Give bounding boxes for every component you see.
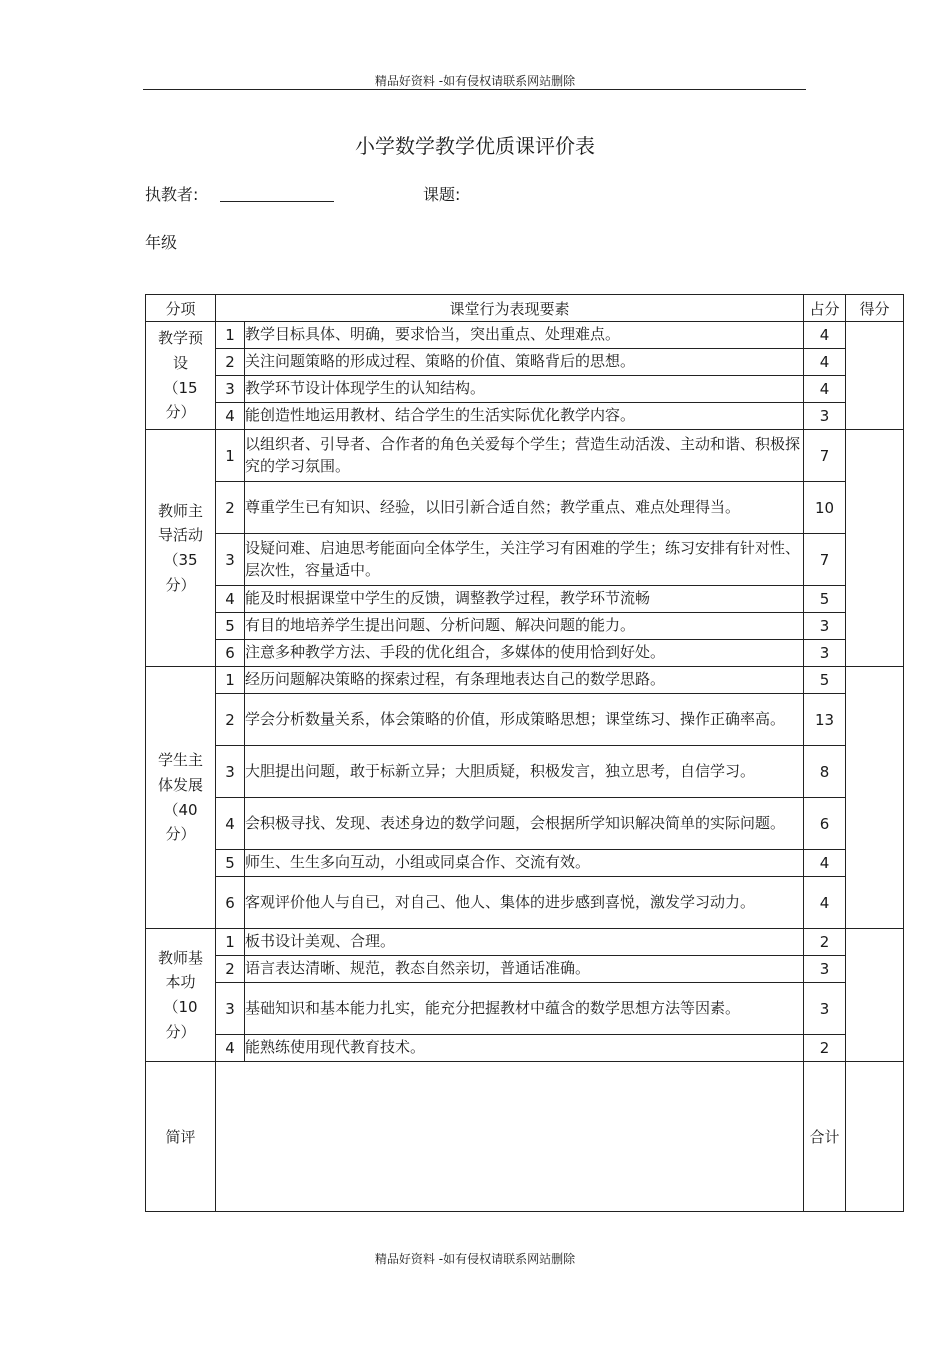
item-criteria: 有目的地培养学生提出问题、分析问题、解决问题的能力。 (245, 613, 804, 640)
table-row (146, 929, 904, 956)
item-number: 1 (216, 667, 245, 694)
item-number: 3 (216, 746, 245, 798)
item-number: 6 (216, 877, 245, 929)
item-criteria: 以组织者、引导者、合作者的角色关爱每个学生；营造生动活泼、主动和谐、积极探究的学习氛围。 (245, 430, 804, 482)
category-line: 导活动 (157, 526, 203, 545)
topic-label: 课题: (423, 185, 461, 204)
item-criteria: 关注问题策略的形成过程、策略的价值、策略背后的思想。 (245, 349, 804, 376)
item-number: 3 (216, 534, 245, 586)
table-row (146, 613, 904, 640)
category-cell (146, 667, 216, 929)
category-cell (146, 430, 216, 667)
item-number: 6 (216, 640, 245, 667)
header-score: 得分 (846, 295, 904, 322)
category-line: （35 (163, 551, 198, 569)
table-row (146, 534, 904, 586)
item-number: 2 (216, 956, 245, 983)
score-entry-cell[interactable] (846, 667, 904, 929)
item-points: 6 (804, 798, 846, 850)
comment-row (146, 1062, 904, 1212)
table-row (146, 349, 904, 376)
table-row (146, 376, 904, 403)
item-criteria: 学会分析数量关系，体会策略的价值，形成策略思想；课堂练习、操作正确率高。 (245, 694, 804, 746)
item-points: 7 (804, 430, 846, 482)
item-points: 4 (804, 877, 846, 929)
item-criteria: 客观评价他人与自已，对自己、他人、集体的进步感到喜悦，激发学习动力。 (245, 877, 804, 929)
item-criteria: 能熟练使用现代教育技术。 (245, 1035, 804, 1062)
item-number: 2 (216, 349, 245, 376)
table-row (146, 746, 904, 798)
footer-note: 精品好资料 -如有侵权请联系网站删除 (374, 1252, 576, 1266)
item-points: 5 (804, 586, 846, 613)
item-criteria: 教学目标具体、明确，要求恰当，突出重点、处理难点。 (245, 322, 804, 349)
total-entry-cell[interactable] (846, 1062, 904, 1212)
item-number: 4 (216, 1035, 245, 1062)
header-note: 精品好资料 -如有侵权请联系网站删除 (374, 74, 576, 88)
score-entry-cell[interactable] (846, 430, 904, 667)
item-criteria: 经历问题解决策略的探索过程，有条理地表达自己的数学思路。 (245, 667, 804, 694)
evaluation-table (145, 294, 904, 1212)
item-points: 10 (804, 482, 846, 534)
item-criteria: 师生、生生多向互动，小组或同桌合作、交流有效。 (245, 850, 804, 877)
item-criteria: 板书设计美观、合理。 (245, 929, 804, 956)
item-criteria: 语言表达清晰、规范，教态自然亲切，普通话准确。 (245, 956, 804, 983)
table-row (146, 694, 904, 746)
table-row (146, 667, 904, 694)
item-criteria: 尊重学生已有知识、经验，以旧引新合适自然；教学重点、难点处理得当。 (245, 482, 804, 534)
item-number: 5 (216, 850, 245, 877)
category-line: 学生主 (157, 751, 203, 769)
table-row (146, 430, 904, 482)
teacher-blank-line (220, 201, 334, 202)
category-line: 分） (165, 403, 196, 422)
table-row (146, 798, 904, 850)
table-row (146, 1035, 904, 1062)
item-number: 4 (216, 798, 245, 850)
table-row (146, 956, 904, 983)
item-points: 2 (804, 929, 846, 956)
table-row (146, 482, 904, 534)
item-points: 3 (804, 983, 846, 1035)
item-number: 4 (216, 403, 245, 430)
item-number: 1 (216, 929, 245, 956)
category-line: 设 (172, 353, 188, 372)
page-title: 小学数学教学优质课评价表 (355, 134, 595, 158)
category-line: 分） (165, 1022, 196, 1041)
item-number: 1 (216, 430, 245, 482)
item-criteria: 会积极寻找、发现、表述身边的数学问题，会根据所学知识解决简单的实际问题。 (245, 798, 804, 850)
item-number: 3 (216, 376, 245, 403)
item-points: 4 (804, 349, 846, 376)
item-points: 4 (804, 322, 846, 349)
item-criteria: 教学环节设计体现学生的认知结构。 (245, 376, 804, 403)
category-line: （15 (163, 378, 198, 397)
score-entry-cell[interactable] (846, 929, 904, 1062)
teacher-label: 执教者: (145, 185, 199, 204)
item-points: 2 (804, 1035, 846, 1062)
table-row (146, 322, 904, 349)
item-points: 7 (804, 534, 846, 586)
item-criteria: 基础知识和基本能力扎实，能充分把握教材中蕴含的数学思想方法等因素。 (245, 983, 804, 1035)
item-criteria: 注意多种教学方法、手段的优化组合，多媒体的使用恰到好处。 (245, 640, 804, 667)
item-number: 4 (216, 586, 245, 613)
table-header-row (146, 295, 904, 322)
category-line: 体发展 (157, 775, 203, 794)
item-points: 8 (804, 746, 846, 798)
table-row (146, 850, 904, 877)
item-criteria: 大胆提出问题，敢于标新立异；大胆质疑，积极发言，独立思考，自信学习。 (245, 746, 804, 798)
item-points: 3 (804, 613, 846, 640)
category-line: 教师基 (157, 948, 203, 967)
table-row (146, 983, 904, 1035)
category-line: 本功 (165, 973, 196, 992)
item-points: 3 (804, 956, 846, 983)
header-category: 分项 (146, 295, 216, 322)
item-criteria: 设疑问难、启迪思考能面向全体学生，关注学习有困难的学生；练习安排有针对性、层次性，容量适中。 (245, 534, 804, 586)
category-line: （40 (163, 800, 198, 819)
grade-label: 年级 (145, 233, 178, 252)
header-points: 占分 (804, 295, 846, 322)
item-criteria: 能创造性地运用教材、结合学生的生活实际优化教学内容。 (245, 403, 804, 430)
item-points: 3 (804, 640, 846, 667)
item-points: 5 (804, 667, 846, 694)
item-criteria: 能及时根据课堂中学生的反馈，调整教学过程，教学环节流畅 (245, 586, 804, 613)
category-line: 教师主 (157, 501, 203, 520)
item-points: 3 (804, 403, 846, 430)
item-number: 3 (216, 983, 245, 1035)
category-cell (146, 322, 216, 430)
item-number: 2 (216, 482, 245, 534)
comment-entry-cell[interactable] (216, 1062, 804, 1212)
category-line: 教学预 (157, 329, 203, 347)
item-number: 1 (216, 322, 245, 349)
total-label: 合计 (804, 1062, 846, 1212)
table-row (146, 640, 904, 667)
comment-label: 简评 (146, 1062, 216, 1212)
category-line: （10 (163, 998, 198, 1016)
category-cell (146, 929, 216, 1062)
category-line: 分） (165, 825, 196, 844)
table-row (146, 586, 904, 613)
table-row (146, 877, 904, 929)
item-points: 4 (804, 850, 846, 877)
item-points: 13 (804, 694, 846, 746)
header-criteria: 课堂行为表现要素 (216, 295, 804, 322)
item-points: 4 (804, 376, 846, 403)
category-line: 分） (165, 575, 196, 594)
score-entry-cell[interactable] (846, 322, 904, 430)
table-row (146, 403, 904, 430)
header-rule (143, 89, 806, 90)
item-number: 5 (216, 613, 245, 640)
item-number: 2 (216, 694, 245, 746)
